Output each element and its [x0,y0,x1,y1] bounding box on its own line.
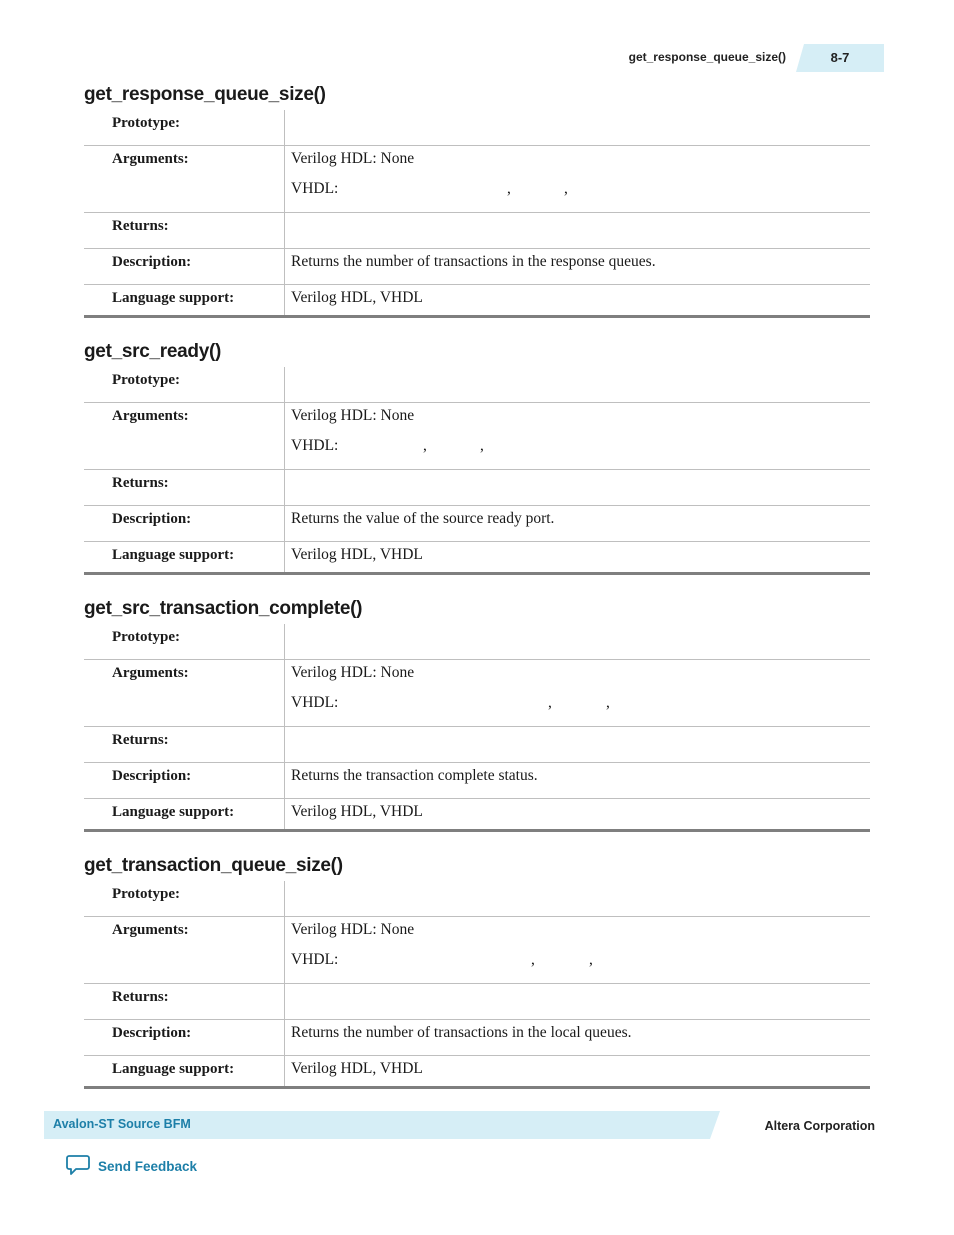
function-table [84,110,870,318]
description-label: Description: [84,249,285,284]
send-feedback-label: Send Feedback [98,1159,198,1174]
returns-label: Returns: [84,213,285,248]
prototype-row [84,881,870,917]
footer-company: Altera Corporation [764,1119,875,1133]
returns-value [285,213,870,248]
prototype-row [84,367,870,403]
description-label: Description: [84,1020,285,1055]
function-heading: get_transaction_queue_size() [84,855,343,876]
arguments-vhdl-line [291,179,870,199]
returns-row [84,470,870,506]
arguments-row [84,917,870,984]
returns-label: Returns: [84,984,285,1019]
arguments-vhdl: VHDL: [291,180,339,197]
vhdl-separator: , [423,437,427,454]
vhdl-separator: , [589,951,593,968]
language-support-value: Verilog HDL, VHDL [291,546,423,563]
language-support-row [84,542,870,572]
arguments-label: Arguments: [84,403,285,469]
vhdl-separator: , [606,694,610,711]
description-value: Returns the transaction complete status. [291,767,538,784]
language-support-label: Language support: [84,285,285,315]
speech-bubble-icon [66,1154,90,1179]
prototype-value [285,881,870,916]
returns-value [285,470,870,505]
arguments-vhdl-line [291,436,870,456]
function-table [84,624,870,832]
prototype-value [285,624,870,659]
function-section [84,851,870,1089]
arguments-value [285,660,870,726]
description-label: Description: [84,763,285,798]
prototype-row [84,110,870,146]
arguments-vhdl: VHDL: [291,694,339,711]
arguments-value [285,403,870,469]
prototype-label: Prototype: [84,110,285,145]
language-support-value: Verilog HDL, VHDL [291,1060,423,1077]
prototype-label: Prototype: [84,881,285,916]
vhdl-separator: , [480,437,484,454]
prototype-label: Prototype: [84,624,285,659]
function-heading: get_src_transaction_complete() [84,598,363,619]
function-section [84,337,870,575]
arguments-label: Arguments: [84,146,285,212]
arguments-vhdl: VHDL: [291,951,339,968]
arguments-verilog: Verilog HDL: None [291,407,415,424]
send-feedback-link[interactable] [66,1154,197,1179]
returns-value [285,727,870,762]
arguments-row [84,146,870,213]
returns-row [84,213,870,249]
arguments-verilog: Verilog HDL: None [291,664,415,681]
language-support-label: Language support: [84,1056,285,1086]
page-number: 8-7 [830,50,850,65]
vhdl-separator: , [531,951,535,968]
arguments-value [285,146,870,212]
arguments-value [285,917,870,983]
description-value: Returns the number of transactions in the response queues. [291,253,656,270]
prototype-row [84,624,870,660]
returns-label: Returns: [84,727,285,762]
footer-section-link[interactable]: Avalon-ST Source BFM [53,1117,191,1131]
arguments-vhdl: VHDL: [291,437,339,454]
language-support-label: Language support: [84,799,285,829]
function-heading: get_src_ready() [84,341,222,362]
language-support-label: Language support: [84,542,285,572]
vhdl-separator: , [548,694,552,711]
description-row [84,1020,870,1056]
description-row [84,506,870,542]
vhdl-separator: , [507,180,511,197]
description-value: Returns the number of transactions in the local queues. [291,1024,632,1041]
function-section [84,80,870,318]
description-value: Returns the value of the source ready port. [291,510,555,527]
language-support-row [84,1056,870,1086]
description-row [84,249,870,285]
running-header-title: get_response_queue_size() [628,50,786,64]
prototype-value [285,110,870,145]
arguments-row [84,403,870,470]
language-support-row [84,799,870,829]
language-support-value: Verilog HDL, VHDL [291,803,423,820]
function-heading: get_response_queue_size() [84,84,326,105]
arguments-vhdl-line [291,950,870,970]
vhdl-separator: , [564,180,568,197]
arguments-vhdl-line [291,693,870,713]
function-table [84,367,870,575]
function-section [84,594,870,832]
language-support-row [84,285,870,315]
returns-value [285,984,870,1019]
returns-row [84,984,870,1020]
description-row [84,763,870,799]
arguments-verilog: Verilog HDL: None [291,921,415,938]
returns-row [84,727,870,763]
arguments-verilog: Verilog HDL: None [291,150,415,167]
arguments-label: Arguments: [84,660,285,726]
arguments-row [84,660,870,727]
prototype-label: Prototype: [84,367,285,402]
language-support-value: Verilog HDL, VHDL [291,289,423,306]
prototype-value [285,367,870,402]
returns-label: Returns: [84,470,285,505]
description-label: Description: [84,506,285,541]
function-table [84,881,870,1089]
arguments-label: Arguments: [84,917,285,983]
